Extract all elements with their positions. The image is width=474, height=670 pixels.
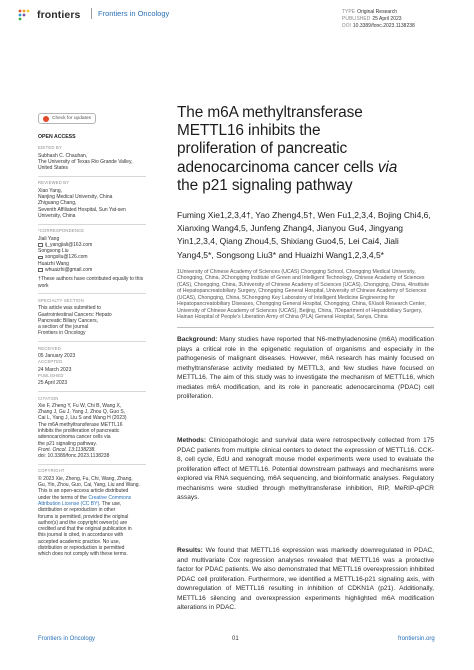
footer-journal-link[interactable]: Frontiers in Oncology — [38, 636, 96, 642]
divider — [38, 391, 146, 392]
check-for-updates-label: Check for updates — [52, 116, 91, 121]
license-link[interactable]: Attribution License (CC BY) — [38, 500, 100, 507]
copyright-line: . The use, — [99, 500, 122, 507]
meta-doi[interactable]: DOI 10.3389/fonc.2023.1138238 — [342, 23, 415, 29]
published-heading: PUBLISHED — [38, 372, 64, 378]
editor-line: The University of Texas Rio Grande Valley, — [38, 158, 133, 165]
license-link[interactable]: Creative Commons — [88, 494, 132, 501]
reviewer-line: Xiao Yang, — [38, 187, 63, 194]
accepted-heading: ACCEPTED — [38, 359, 63, 365]
received-heading: RECEIVED — [38, 345, 62, 351]
copyright-line: distribution or reproduction in other — [38, 507, 116, 514]
journal-link[interactable]: Frontiers in Oncology — [98, 9, 170, 18]
citation-line: inhibits the proliferation of pancreatic — [38, 427, 120, 434]
dates-section — [38, 346, 146, 387]
envelope-icon — [38, 243, 43, 247]
article-meta — [342, 9, 415, 30]
reviewed-by-heading: REVIEWED BY — [38, 180, 70, 186]
citation-line: Front. Oncol. 13:1138238. — [38, 446, 96, 453]
page-header — [0, 0, 474, 46]
reviewed-by-section — [38, 180, 146, 219]
edited-by-section — [38, 145, 146, 171]
correspondent-name: Jiali Yang — [38, 235, 60, 242]
copyright-line: Gu, Yin, Zhou, Guo, Cai, Yang, Liu and Wang. — [38, 482, 140, 489]
correspondent-email[interactable]: whuaizhi@gmail.com — [38, 267, 146, 273]
meta-type: TYPE Original Research — [342, 9, 398, 15]
citation-doi[interactable]: doi: 10.3389/fonc.2023.1138238 — [38, 453, 110, 460]
divider — [38, 224, 146, 225]
copyright-line: This is an open-access article distributed — [38, 488, 129, 495]
divider — [38, 341, 146, 342]
correspondent-name: Songsong Liu — [38, 248, 69, 255]
copyright-line: which does not comply with these terms. — [38, 551, 128, 558]
received-date: 05 January 2023 — [38, 353, 76, 360]
copyright-line: forums is permitted, provided the original — [38, 513, 129, 520]
correspondence-heading: *CORRESPONDENCE — [38, 228, 85, 234]
article-title: The m6A methyltransferase METTL16 inhibits the proliferation of pancreatic adenocarcinoma cancer cells via the p21 signaling pathway — [177, 104, 398, 194]
citation-heading: CITATION — [38, 395, 59, 401]
abstract-results: Results: We found that METTL16 expression was markedly downregulated in PDAC, and multivariate Cox regression analyses revealed that METTL16 was a protective factor for PDAC patients. We also demonstrated that METTL16 overexpression inhibited PDAC cell proliferation. Furthermore, we identified a METTL16-p21 signaling axis, with downregulation of METTL16 resulting in inhibition of CDKN1A (p21). Additionally, METTL16 silencing and overexpression experiments highlighted m6A modification alterations in PDAC. — [177, 547, 434, 612]
page-number: 01 — [232, 636, 239, 642]
author-list: Fuming Xie1,2,3,4†, Yao Zheng4,5†, Wen Fu1,2,3,4, Bojing Chi4,6, Xianxing Wang4,5, Junfeng Zhang4, Jianyou Gu4, Jingyang Yin1,2,3,4, Qiang Zhou4,5, Shixiang Guo4,5, Lei Cai4, Jiali Yang4,5*, Songsong Liu3* and Huaizhi Wang1,2,3,4,5* — [177, 210, 431, 260]
accepted-date: 24 March 2023 — [38, 366, 72, 373]
reviewer-line: Seventh Affiliated Hospital, Sun Yat-sen — [38, 206, 126, 213]
correspondent-email[interactable]: songsliu@126.com — [38, 254, 146, 260]
published-date: 25 April 2023 — [38, 380, 68, 387]
reviewer-line: Zhiguang Chang, — [38, 200, 77, 207]
editor-line: Subhash C. Chauhan, — [38, 152, 88, 159]
affiliations: 1University of Chinese Academy of Sciences (UCAS) Chongqing School, Chongqing Medical University, Chongqing, China, 2Chongqing Institute of Green and Intelligent Technology, Chinese Academy of Sciences (CAS), Chongqing, China, 3University of Chinese Academy of Sciences (UCAS), Chongqing, China, 4Institute of Hepatopancreatobiliary Surgery, Chongqing General Hospital, University of Chinese Academy of Sciences (UCAS), Chongqing, China, 5Chongqing Key Laboratory of Intelligent Medicine Engineering for Hepatopancreatobiliary Diseases, Chongqing General Hospital, Chongqing, China, 6Xiaoli Research Center, University of Chinese Academy of Sciences (UCAS), Beijing, China, 7Department of Hepatobiliary Surgery, Hainan Hospital of People's Liberation Army of China (PLA) General Hospital, Sanya, China — [177, 268, 430, 321]
specialty-line: Pancreatic Biliary Cancers, — [38, 317, 99, 324]
specialty-line: Frontiers in Oncology — [38, 330, 86, 337]
citation-line: Cai L, Yang J, Liu S and Wang H (2023) — [38, 415, 127, 422]
correspondence-section — [38, 228, 146, 289]
citation-line: the p21 signaling pathway. — [38, 440, 97, 447]
specialty-line: a section of the journal — [38, 324, 89, 331]
sidebar — [38, 134, 146, 562]
citation-line: adenocarcinoma cancer cells via — [38, 434, 111, 441]
open-access-label: OPEN ACCESS — [38, 134, 76, 140]
update-check-icon — [43, 116, 49, 122]
divider — [38, 176, 146, 177]
header-separator — [91, 8, 92, 19]
citation-line: Zhang J, Gu J, Yang J, Zhou Q, Guo S, — [38, 409, 126, 416]
copyright-line: © 2023 Xie, Zheng, Fu, Chi, Wang, Zhang, — [38, 475, 133, 482]
copyright-line: accepted academic practice. No use, — [38, 538, 120, 545]
copyright-line: this journal is cited, in accordance with — [38, 532, 124, 539]
copyright-section — [38, 468, 146, 557]
specialty-line: Gastrointestinal Cancers: Hepato — [38, 311, 112, 318]
copyright-line: author(s) and the copyright owner(s) are — [38, 519, 128, 526]
edited-by-heading: EDITED BY — [38, 145, 62, 151]
check-for-updates-button[interactable] — [38, 113, 96, 124]
specialty-section — [38, 298, 146, 337]
meta-published: PUBLISHED 25 April 2023 — [342, 16, 402, 22]
reviewer-line: University, China — [38, 212, 76, 219]
copyright-heading: COPYRIGHT — [38, 468, 65, 474]
envelope-icon — [38, 268, 43, 272]
divider — [38, 293, 146, 294]
editor-line: United States — [38, 165, 69, 172]
abstract-background: Background: Many studies have reported that N6-methyladenosine (m6A) modification plays a critical role in the epigenetic regulation of organisms and especially in the pathogenesis of malignant diseases. However, m6A research has mainly focused on methyltransferase activity mediated by METTL3, and few studies have focused on METTL16. The aim of this study was to investigate the mechanism of METTL16, which mediates m6A modification, and its role in pancreatic adenocarcinoma (PDAC) cell proliferation. — [177, 336, 434, 401]
frontiers-logo[interactable] — [17, 8, 81, 22]
correspondent-email[interactable]: ij_yangjiali@163.com — [38, 242, 146, 248]
copyright-line: under the terms of the — [38, 494, 89, 501]
brand-name: frontiers — [37, 9, 81, 21]
abstract-divider — [177, 327, 434, 328]
copyright-line: credited and that the original publication in — [38, 526, 132, 533]
specialty-heading: SPECIALTY SECTION — [38, 297, 84, 303]
correspondent-name: Huaizhi Wang — [38, 260, 69, 267]
article-main — [177, 104, 434, 321]
reviewer-line: Nanjing Medical University, China — [38, 194, 113, 201]
frontiers-logo-icon — [17, 8, 33, 22]
footer-site-link[interactable]: frontiersin.org — [398, 636, 435, 642]
equal-contribution-note: †These authors have contributed equally to this work — [38, 276, 144, 289]
citation-line: Xie F, Zheng Y, Fu W, Chi B, Wang X, — [38, 402, 122, 409]
envelope-icon — [38, 256, 43, 260]
specialty-line: This article was submitted to — [38, 305, 102, 312]
citation-line: The m6A methyltransferase METTL16 — [38, 421, 123, 428]
abstract-methods: Methods: Clinicopathologic and survival data were retrospectively collected from 175 PDAC patients from multiple clinical centers to detect the expression of METTL16. CCK-8, cell cycle, EdU and xenograft mouse model experiments were used to evaluate the proliferation effect of METTL16. Potential downstream pathways and mechanisms were explored via RNA sequencing, m6A sequencing, and bioinformatic analyses. Regulatory mechanisms were studied through methyltransferase inhibition, RIP, MeRIP-qPCR assays. — [177, 437, 434, 502]
copyright-line: distribution or reproduction is permitted — [38, 545, 125, 552]
citation-section — [38, 396, 146, 460]
divider — [38, 464, 146, 465]
